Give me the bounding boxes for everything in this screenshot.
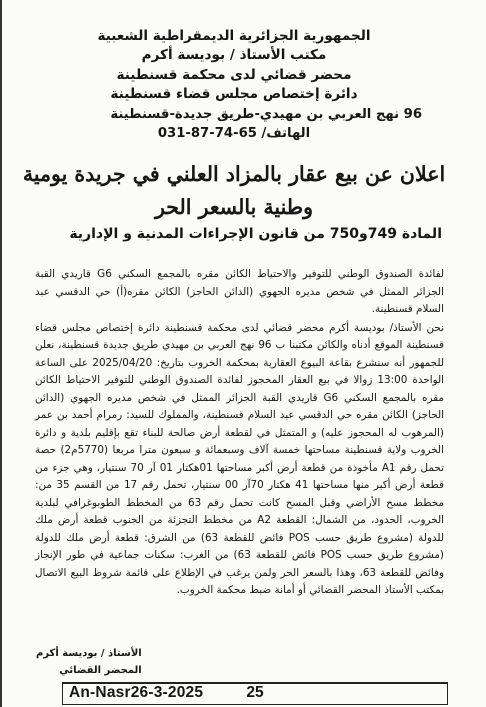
publication-date: An-Nasr26-3-2025 [69,684,204,701]
page-footer [62,683,448,705]
signature-name: الأستاذ / بوديسة أكرم [36,648,142,659]
header-republic: الجمهورية الجزائرية الديمقراطية الشعبية [97,28,371,44]
title-line-2: وطنية بالسعر الحر [154,195,314,219]
page-number: 25 [246,684,264,701]
title-line-1: اعلان عن بيع عقار بالمزاد العلني في جريدة يومية [22,162,446,186]
header-address: 96 نهج العربي بن مهيدي-طريق جديدة-قسنطينة [110,106,422,122]
signature-role: المحضر القضائي [59,665,142,676]
body-paragraph-creditor: لفائدة الصندوق الوطني للتوفير والاحتياط الكائن مقره بالمجمع السكني G6 قاريدي القبة الجزائر الممثل في شخص مديره الجهوي (الدائن الحاجز) الكائن مقره(أ) حي الدقسي عبد السلام قسنطينة. [35,268,444,315]
signature-block [36,645,142,679]
header-office: مكتب الأستاذ / بوديسة أكرم [141,47,327,64]
header-bailiff: محضر قضائي لدى محكمة قسنطينة [116,66,352,83]
body-paragraph-sale-details: نحن الأستاذ/ بوديسة أكرم محضر قضائي لدى محكمة قسنطينة دائرة إختصاص مجلس قضاء قسنطينة الموقع أدناه والكائن مكتبنا ب 96 نهج العربي بن مهيدي طريق جديدة قسنطينة، نعلن للجمهور أنه سنشرع بقاعة البيوع العقارية بمحكمة الخروب بتاريخ: 2025/04/20 على الساعة الواحدة 13:00 زوالا في بيع العقار المحجوز لفائدة الصندوق الوطني للتوفير الاحتياط الكائن مقره بالمجمع السكني G6 قاريدي القبة الجزائر الممثل في شخص مديره الجهوي (الدائن الحاجز) الكائن مقره حي الدقسي عبد السلام قسنطينة، والمملوك للسيد: رمرام أحمد بن عمر (المرهوب له المحجوز عليه) و المتمثل في لقطعة أرض صالحة للبناء تقع بإقليم بلدية و دائرة الخروب ولاية قسنطينة مساحتها خمسة آلاف وسبعمائة و سبعون مترا مربعا (5770م2) حصة تحمل رقم A1 مأخوذة من قطعة أرض أكبر مساحتها 01هكتار 01 آر 70 سنتيار، وهي جزء من قطعة أرض أكبر منها مساحتها 41 هكتار 70آر 00 سنتيار، تحمل رقم 17 من القسم 35 من: مخطط مسح الأراضي وقبل المسح كانت تحمل رقم 63 من المخطط الطوبوغرافي لبلدية الخروب، الحدود، من الشمال: القطعة A2 من مخطط التجزئة من الجنوب قطعة أرض ملك للدولة (مشروع طريق حسب POS فائض للقطعة 63) من الشرق: قطعة أرض ملك للدولة (مشروع طريق حسب POS فائض للقطعة 63) من الغرب: سكنات جماعية في طور الإنجاز وفائض للقطعة 63، وهذا بالسعر الحر ولمن يرغب في الإطلاع على قائمة شروط البيع الاتصال بمكتب الأستاذ المحضر القضائي أو أمانة ضبط محكمة الخروب. [35,321,445,596]
announcement-body [35,266,444,601]
announcement-title [22,158,446,224]
legal-article-reference: المادة 749و750 من قانون الإجراءات المدنية و الإدارية [69,226,442,242]
header-phone: الهاتف/ 65-74-87-031 [157,126,311,142]
header-jurisdiction: دائرة إختصاص مجلس قضاء قسنطينة [110,86,358,103]
letterhead [44,27,424,143]
